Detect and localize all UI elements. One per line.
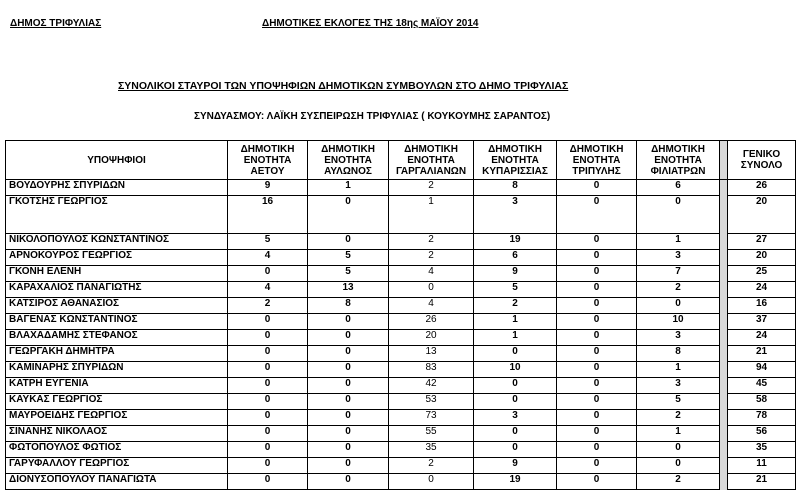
district-votes: 7 <box>637 266 720 282</box>
total-votes: 58 <box>728 394 796 410</box>
district-votes: 0 <box>557 266 637 282</box>
district-votes: 0 <box>474 394 557 410</box>
district-votes: 19 <box>474 234 557 250</box>
table-row <box>6 196 796 234</box>
total-votes: 35 <box>728 442 796 458</box>
district-votes: 2 <box>474 298 557 314</box>
district-votes: 73 <box>389 410 474 426</box>
district-votes: 2 <box>637 410 720 426</box>
district-votes: 0 <box>389 282 474 298</box>
district-votes: 0 <box>557 330 637 346</box>
district-votes: 0 <box>474 346 557 362</box>
district-votes: 1 <box>474 330 557 346</box>
district-votes: 35 <box>389 442 474 458</box>
candidate-name: ΒΑΓΕΝΑΣ ΚΩΝΣΤΑΝΤΙΝΟΣ <box>6 314 228 330</box>
candidate-name: ΦΩΤΟΠΟΥΛΟΣ ΦΩΤΙΟΣ <box>6 442 228 458</box>
candidate-name: ΔΙΟΝΥΣΟΠΟΥΛΟΥ ΠΑΝΑΓΙΩΤΑ <box>6 474 228 490</box>
district-votes: 0 <box>228 378 308 394</box>
district-votes: 4 <box>389 298 474 314</box>
table-row <box>6 410 796 426</box>
district-votes: 4 <box>228 250 308 266</box>
district-votes: 0 <box>557 180 637 196</box>
spacer-cell <box>720 330 728 346</box>
district-votes: 19 <box>474 474 557 490</box>
document-title: ΣΥΝΟΛΙΚΟΙ ΣΤΑΥΡΟΙ ΤΩΝ ΥΠΟΨΗΦΙΩΝ ΔΗΜΟΤΙΚΩΝ ΣΥΜΒΟΥΛΩΝ ΣΤΟ ΔΗΜΟ ΤΡΙΦΥΛΙΑΣ <box>118 80 569 92</box>
total-votes: 11 <box>728 458 796 474</box>
table-row <box>6 474 796 490</box>
candidate-name: ΓΚΟΝΗ ΕΛΕΝΗ <box>6 266 228 282</box>
district-votes: 1 <box>474 314 557 330</box>
votes-table <box>5 140 796 490</box>
district-votes: 20 <box>389 330 474 346</box>
total-votes: 16 <box>728 298 796 314</box>
district-votes: 0 <box>637 298 720 314</box>
table-row <box>6 266 796 282</box>
candidate-name: ΓΚΟΤΣΗΣ ΓΕΩΡΓΙΟΣ <box>6 196 228 234</box>
candidate-name: ΚΑΡΑΧΑΛΙΟΣ ΠΑΝΑΓΙΩΤΗΣ <box>6 282 228 298</box>
district-votes: 0 <box>308 474 389 490</box>
district-votes: 0 <box>557 234 637 250</box>
table-row <box>6 180 796 196</box>
district-votes: 0 <box>557 362 637 378</box>
district-votes: 3 <box>474 410 557 426</box>
district-votes: 3 <box>637 250 720 266</box>
total-votes: 94 <box>728 362 796 378</box>
table-row <box>6 282 796 298</box>
district-votes: 0 <box>228 458 308 474</box>
candidate-name: ΓΑΡΥΦΑΛΛΟΥ ΓΕΩΡΓΙΟΣ <box>6 458 228 474</box>
district-votes: 0 <box>557 196 637 234</box>
spacer-cell <box>720 442 728 458</box>
spacer-cell <box>720 474 728 490</box>
district-votes: 0 <box>228 410 308 426</box>
district-votes: 0 <box>308 378 389 394</box>
candidate-name: ΚΑΥΚΑΣ ΓΕΩΡΓΙΟΣ <box>6 394 228 410</box>
district-votes: 3 <box>637 330 720 346</box>
total-votes: 27 <box>728 234 796 250</box>
candidate-name: ΝΙΚΟΛΟΠΟΥΛΟΣ ΚΩΝΣΤΑΝΤΙΝΟΣ <box>6 234 228 250</box>
district-votes: 6 <box>474 250 557 266</box>
district-votes: 0 <box>228 426 308 442</box>
candidate-name: ΚΑΜΙΝΑΡΗΣ ΣΠΥΡΙΔΩΝ <box>6 362 228 378</box>
total-votes: 37 <box>728 314 796 330</box>
column-header-filiatron: ΔΗΜΟΤΙΚΗ ΕΝΟΤΗΤΑ ΦΙΛΙΑΤΡΩΝ <box>637 141 720 180</box>
district-votes: 13 <box>308 282 389 298</box>
district-votes: 0 <box>308 458 389 474</box>
district-votes: 0 <box>637 196 720 234</box>
district-votes: 0 <box>557 458 637 474</box>
spacer-cell <box>720 282 728 298</box>
district-votes: 0 <box>228 314 308 330</box>
district-votes: 3 <box>474 196 557 234</box>
district-votes: 0 <box>308 314 389 330</box>
district-votes: 0 <box>308 442 389 458</box>
candidate-name: ΚΑΤΣΙΡΟΣ ΑΘΑΝΑΣΙΟΣ <box>6 298 228 314</box>
spacer-cell <box>720 266 728 282</box>
district-votes: 16 <box>228 196 308 234</box>
district-votes: 0 <box>228 362 308 378</box>
candidate-name: ΚΑΤΡΗ ΕΥΓΕΝΙΑ <box>6 378 228 394</box>
district-votes: 5 <box>474 282 557 298</box>
district-votes: 5 <box>228 234 308 250</box>
candidate-name: ΓΕΩΡΓΑΚΗ ΔΗΜΗΤΡΑ <box>6 346 228 362</box>
spacer-cell <box>720 394 728 410</box>
district-votes: 2 <box>389 234 474 250</box>
table-row <box>6 362 796 378</box>
district-votes: 0 <box>308 410 389 426</box>
district-votes: 0 <box>308 234 389 250</box>
district-votes: 0 <box>557 298 637 314</box>
spacer-cell <box>720 250 728 266</box>
district-votes: 55 <box>389 426 474 442</box>
spacer-cell <box>720 180 728 196</box>
district-votes: 0 <box>308 394 389 410</box>
total-votes: 25 <box>728 266 796 282</box>
district-votes: 5 <box>308 266 389 282</box>
district-votes: 0 <box>228 394 308 410</box>
district-votes: 0 <box>557 282 637 298</box>
district-votes: 53 <box>389 394 474 410</box>
district-votes: 0 <box>474 378 557 394</box>
district-votes: 9 <box>474 458 557 474</box>
district-votes: 8 <box>637 346 720 362</box>
table-row <box>6 442 796 458</box>
table-row <box>6 314 796 330</box>
district-votes: 0 <box>557 250 637 266</box>
district-votes: 0 <box>557 394 637 410</box>
district-votes: 0 <box>228 474 308 490</box>
spacer-cell <box>720 458 728 474</box>
district-votes: 0 <box>228 346 308 362</box>
spacer-cell <box>720 346 728 362</box>
total-votes: 45 <box>728 378 796 394</box>
district-votes: 2 <box>389 458 474 474</box>
candidate-name: ΒΟΥΔΟΥΡΗΣ ΣΠΥΡΙΔΩΝ <box>6 180 228 196</box>
district-votes: 0 <box>308 426 389 442</box>
district-votes: 0 <box>557 442 637 458</box>
column-header-aetou: ΔΗΜΟΤΙΚΗ ΕΝΟΤΗΤΑ ΑΕΤΟΥ <box>228 141 308 180</box>
district-votes: 9 <box>228 180 308 196</box>
district-votes: 10 <box>474 362 557 378</box>
spacer-cell <box>720 298 728 314</box>
column-header-avlonos: ΔΗΜΟΤΙΚΗ ΕΝΟΤΗΤΑ ΑΥΛΩΝΟΣ <box>308 141 389 180</box>
district-votes: 0 <box>557 378 637 394</box>
table-row <box>6 346 796 362</box>
district-votes: 0 <box>228 330 308 346</box>
district-votes: 0 <box>474 442 557 458</box>
table-row <box>6 458 796 474</box>
spacer-cell <box>720 410 728 426</box>
coalition-subtitle: ΣΥΝΔΥΑΣΜΟΥ: ΛΑΪΚΗ ΣΥΣΠΕΙΡΩΣΗ ΤΡΙΦΥΛΙΑΣ ( ΚΟΥΚΟΥΜΗΣ ΣΑΡΑΝΤΟΣ) <box>194 111 551 122</box>
column-header-kyparissias: ΔΗΜΟΤΙΚΗ ΕΝΟΤΗΤΑ ΚΥΠΑΡΙΣΣΙΑΣ <box>474 141 557 180</box>
total-votes: 56 <box>728 426 796 442</box>
district-votes: 0 <box>474 426 557 442</box>
candidate-name: ΜΑΥΡΟΕΙΔΗΣ ΓΕΩΡΓΙΟΣ <box>6 410 228 426</box>
column-header-total: ΓΕΝΙΚΟ ΣΥΝΟΛΟ <box>728 141 796 180</box>
district-votes: 0 <box>308 196 389 234</box>
district-votes: 4 <box>389 266 474 282</box>
election-heading: ΔΗΜΟΤΙΚΕΣ ΕΚΛΟΓΕΣ ΤΗΣ 18ης ΜΑΪΟΥ 2014 <box>262 18 479 29</box>
column-header-gargalianon: ΔΗΜΟΤΙΚΗ ΕΝΟΤΗΤΑ ΓΑΡΓΑΛΙΑΝΩΝ <box>389 141 474 180</box>
district-votes: 1 <box>308 180 389 196</box>
district-votes: 0 <box>389 474 474 490</box>
district-votes: 10 <box>637 314 720 330</box>
district-votes: 5 <box>308 250 389 266</box>
column-header-tripylis: ΔΗΜΟΤΙΚΗ ΕΝΟΤΗΤΑ ΤΡΙΠΥΛΗΣ <box>557 141 637 180</box>
total-votes: 78 <box>728 410 796 426</box>
district-votes: 8 <box>474 180 557 196</box>
total-votes: 21 <box>728 346 796 362</box>
total-votes: 21 <box>728 474 796 490</box>
district-votes: 0 <box>637 458 720 474</box>
district-votes: 4 <box>228 282 308 298</box>
table-row <box>6 378 796 394</box>
total-votes: 20 <box>728 250 796 266</box>
candidate-name: ΒΛΑΧΑΔΑΜΗΣ ΣΤΕΦΑΝΟΣ <box>6 330 228 346</box>
district-votes: 0 <box>228 442 308 458</box>
district-votes: 6 <box>637 180 720 196</box>
table-header-row <box>6 141 796 180</box>
district-votes: 0 <box>557 346 637 362</box>
district-votes: 0 <box>308 346 389 362</box>
district-votes: 9 <box>474 266 557 282</box>
district-votes: 2 <box>389 250 474 266</box>
district-votes: 0 <box>557 410 637 426</box>
district-votes: 42 <box>389 378 474 394</box>
total-votes: 24 <box>728 330 796 346</box>
district-votes: 3 <box>637 378 720 394</box>
district-votes: 5 <box>637 394 720 410</box>
district-votes: 0 <box>228 266 308 282</box>
table-row <box>6 394 796 410</box>
district-votes: 0 <box>637 442 720 458</box>
spacer-cell <box>720 426 728 442</box>
district-votes: 26 <box>389 314 474 330</box>
district-votes: 1 <box>637 426 720 442</box>
table-row <box>6 298 796 314</box>
total-votes: 24 <box>728 282 796 298</box>
spacer-cell <box>720 234 728 250</box>
table-row <box>6 426 796 442</box>
spacer-cell <box>720 378 728 394</box>
table-row <box>6 234 796 250</box>
candidate-name: ΑΡΝΟΚΟΥΡΟΣ ΓΕΩΡΓΙΟΣ <box>6 250 228 266</box>
district-votes: 2 <box>637 282 720 298</box>
district-votes: 0 <box>308 330 389 346</box>
district-votes: 2 <box>637 474 720 490</box>
municipality-heading: ΔΗΜΟΣ ΤΡΙΦΥΛΙΑΣ <box>10 18 102 29</box>
district-votes: 0 <box>308 362 389 378</box>
district-votes: 1 <box>637 234 720 250</box>
district-votes: 1 <box>389 196 474 234</box>
district-votes: 2 <box>389 180 474 196</box>
district-votes: 13 <box>389 346 474 362</box>
district-votes: 2 <box>228 298 308 314</box>
spacer-cell <box>720 362 728 378</box>
district-votes: 1 <box>637 362 720 378</box>
table-row <box>6 250 796 266</box>
total-votes: 26 <box>728 180 796 196</box>
district-votes: 0 <box>557 426 637 442</box>
district-votes: 0 <box>557 314 637 330</box>
district-votes: 83 <box>389 362 474 378</box>
candidate-name: ΣΙΝΑΝΗΣ ΝΙΚΟΛΑΟΣ <box>6 426 228 442</box>
column-spacer <box>720 141 728 180</box>
district-votes: 0 <box>557 474 637 490</box>
spacer-cell <box>720 314 728 330</box>
column-header-candidates: ΥΠΟΨΗΦΙΟΙ <box>6 141 228 180</box>
district-votes: 8 <box>308 298 389 314</box>
spacer-cell <box>720 196 728 234</box>
table-row <box>6 330 796 346</box>
total-votes: 20 <box>728 196 796 234</box>
